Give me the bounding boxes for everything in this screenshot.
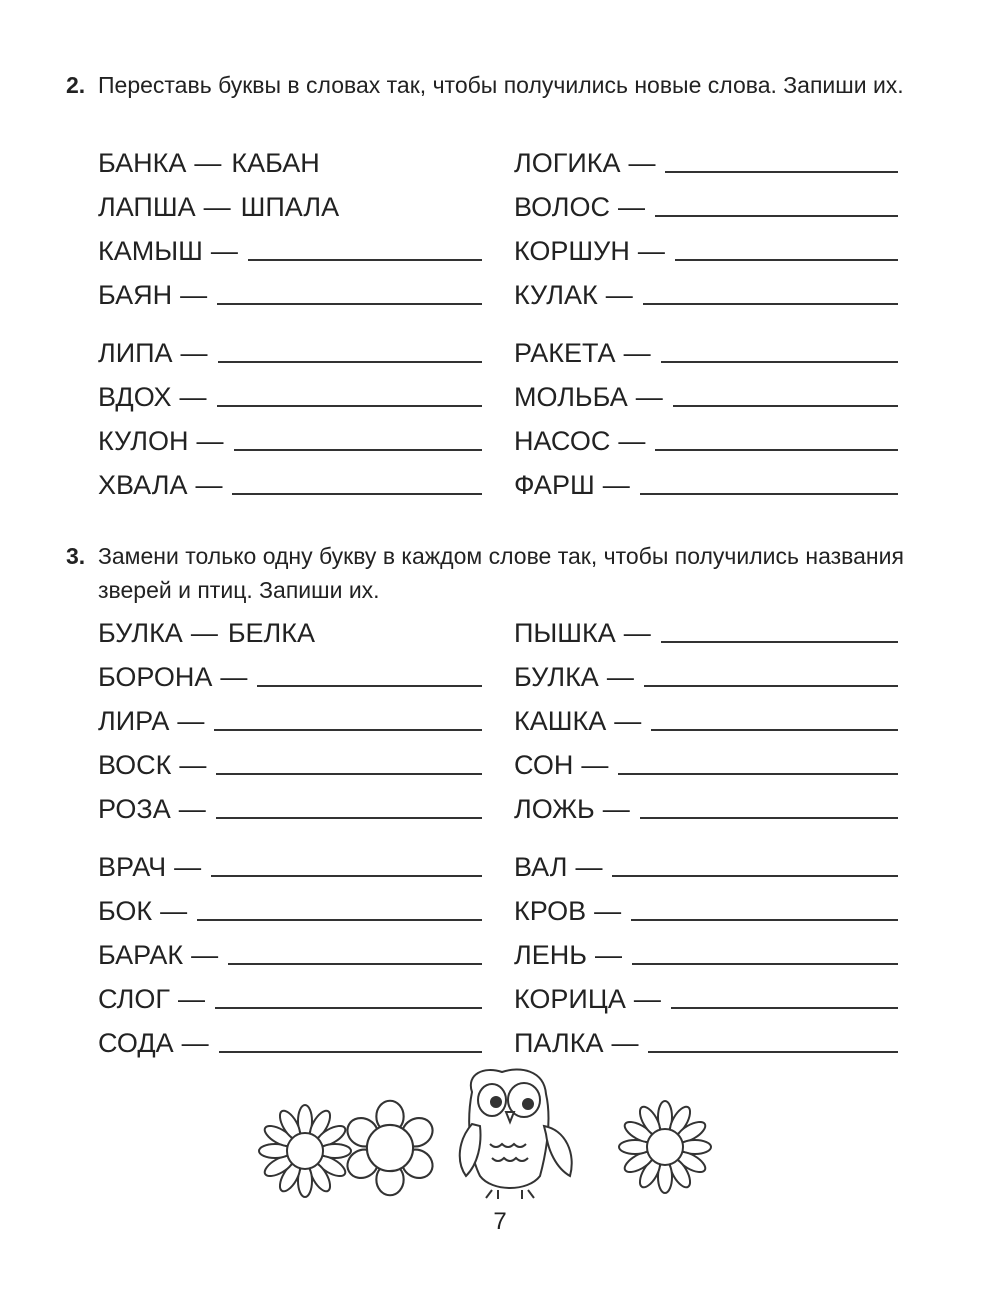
word-row [98,787,482,831]
answer-line[interactable] [661,361,898,363]
answer-line[interactable] [655,449,898,451]
answer-line[interactable] [257,685,482,687]
source-word: ПАЛКА [514,1027,604,1058]
source-word: БОРОНА [98,661,213,692]
dash: — [602,793,630,824]
flowers-and-owl-illustration [240,1064,760,1204]
page-number: 7 [493,1208,507,1235]
word-row [514,611,898,655]
source-word: ЛАПША [98,191,196,222]
owl-icon [460,1070,572,1199]
dash: — [196,425,224,456]
answer-line[interactable] [612,875,898,877]
answer-line[interactable] [248,259,482,261]
source-word: БАЯН [98,279,173,310]
source-word: ПЫШКА [514,617,616,648]
word-row [98,273,482,317]
answer-line[interactable] [217,303,482,305]
source-word: КУЛАК [514,279,598,310]
source-word: ВРАЧ [98,851,167,882]
word-row [98,655,482,699]
flower-icon [619,1101,711,1193]
word-row [514,419,898,463]
dash: — [633,983,661,1014]
word-row [514,933,898,977]
source-word: СОН [514,749,574,780]
source-word: КАШКА [514,705,607,736]
word-row [98,933,482,977]
dash: — [190,617,218,648]
answer-line[interactable] [216,817,482,819]
answer-line[interactable] [640,817,898,819]
word-row [514,845,898,889]
answer-line[interactable] [640,493,898,495]
word-row [98,743,482,787]
word-row [98,419,482,463]
dash: — [581,749,609,780]
source-word: БАНКА [98,147,187,178]
dash: — [195,469,223,500]
word-row [98,463,482,507]
source-word: КУЛОН [98,425,189,456]
dash: — [194,147,222,178]
word-row [98,331,482,375]
task-3 [66,539,916,607]
word-row [98,141,482,185]
word-row [514,655,898,699]
answer-line[interactable] [228,963,482,965]
word-row [98,1021,482,1065]
answer-line[interactable] [673,405,898,407]
dash: — [210,235,238,266]
dash: — [606,661,634,692]
answer-line[interactable] [214,729,482,731]
answer-line[interactable] [216,773,482,775]
dash: — [220,661,248,692]
source-word: ВАЛ [514,851,568,882]
dash: — [180,279,208,310]
answer-line[interactable] [648,1051,898,1053]
dash: — [594,939,622,970]
answer-line[interactable] [215,1007,482,1009]
source-word: БУЛКА [98,617,183,648]
source-word: ЛЕНЬ [514,939,587,970]
answer-line[interactable] [643,303,898,305]
source-word: ХВАЛА [98,469,188,500]
word-row [514,185,898,229]
answer-line[interactable] [232,493,482,495]
source-word: ЛИПА [98,337,173,368]
source-word: НАСОС [514,425,611,456]
dash: — [179,749,207,780]
dash: — [575,851,603,882]
task-2-left-column [98,141,482,507]
source-word: БАРАК [98,939,184,970]
word-row [514,889,898,933]
task-2-right-column [514,141,898,507]
dash: — [628,147,656,178]
answer-line[interactable] [219,1051,482,1053]
dash: — [618,191,646,222]
task-3-heading [66,539,916,607]
dash: — [605,279,633,310]
source-word: ЛОГИКА [514,147,621,178]
answer-line[interactable] [665,171,898,173]
answer-word: ШПАЛА [240,191,340,222]
task-3-number: 3. [66,543,86,569]
source-word: БОК [98,895,153,926]
answer-line[interactable] [661,641,898,643]
word-row [98,845,482,889]
dash: — [618,425,646,456]
task-2-heading [66,68,916,102]
dash: — [174,851,202,882]
word-row [514,699,898,743]
dash: — [203,191,231,222]
source-word: РАКЕТА [514,337,616,368]
source-word: РОЗА [98,793,171,824]
answer-line[interactable] [671,1007,898,1009]
source-word: КОРИЦА [514,983,626,1014]
answer-line[interactable] [655,215,898,217]
dash: — [623,617,651,648]
word-row [98,229,482,273]
dash: — [177,983,205,1014]
word-row [98,889,482,933]
source-word: КРОВ [514,895,587,926]
answer-word: КАБАН [231,147,320,178]
word-row [98,699,482,743]
dash: — [611,1027,639,1058]
source-word: ФАРШ [514,469,595,500]
task-2-instruction: Переставь буквы в словах так, чтобы получились новые слова. Запиши их. [98,72,904,98]
answer-line[interactable] [197,919,482,921]
answer-line[interactable] [631,919,898,921]
word-row [514,977,898,1021]
word-row [514,463,898,507]
source-word: КАМЫШ [98,235,203,266]
task-2-number: 2. [66,72,86,98]
dash: — [594,895,622,926]
answer-line[interactable] [651,729,898,731]
source-word: СЛОГ [98,983,170,1014]
answer-line[interactable] [675,259,898,261]
source-word: БУЛКА [514,661,599,692]
word-row [514,1021,898,1065]
answer-line[interactable] [618,773,898,775]
source-word: ЛОЖЬ [514,793,595,824]
answer-line[interactable] [217,405,483,407]
source-word: МОЛЬБА [514,381,628,412]
dash: — [623,337,651,368]
answer-line[interactable] [211,875,482,877]
task-3-right-column [514,611,898,1065]
flower-icon [342,1101,437,1196]
word-row [514,787,898,831]
answer-line[interactable] [218,361,482,363]
word-row [514,375,898,419]
dash: — [178,793,206,824]
word-row [514,141,898,185]
dash: — [637,235,665,266]
dash: — [614,705,642,736]
task-3-instruction: Замени только одну букву в каждом слове так, чтобы получились названия зверей и птиц. Запиши их. [98,543,904,603]
dash: — [180,337,208,368]
source-word: КОРШУН [514,235,630,266]
word-row [98,611,482,655]
dash: — [179,381,207,412]
source-word: ВДОХ [98,381,172,412]
dash: — [177,705,205,736]
word-row [514,331,898,375]
source-word: ВОЛОС [514,191,611,222]
flower-icon [259,1105,351,1197]
source-word: ЛИРА [98,705,170,736]
word-row [98,375,482,419]
word-row [98,977,482,1021]
word-row [98,185,482,229]
dash: — [602,469,630,500]
word-row [514,229,898,273]
answer-line[interactable] [632,963,898,965]
task-2 [66,68,916,102]
source-word: СОДА [98,1027,174,1058]
source-word: ВОСК [98,749,172,780]
answer-line[interactable] [234,449,482,451]
word-row [514,743,898,787]
answer-line[interactable] [644,685,898,687]
dash: — [635,381,663,412]
word-row [514,273,898,317]
answer-word: БЕЛКА [227,617,315,648]
dash: — [160,895,188,926]
dash: — [181,1027,209,1058]
task-3-left-column [98,611,482,1065]
dash: — [191,939,219,970]
